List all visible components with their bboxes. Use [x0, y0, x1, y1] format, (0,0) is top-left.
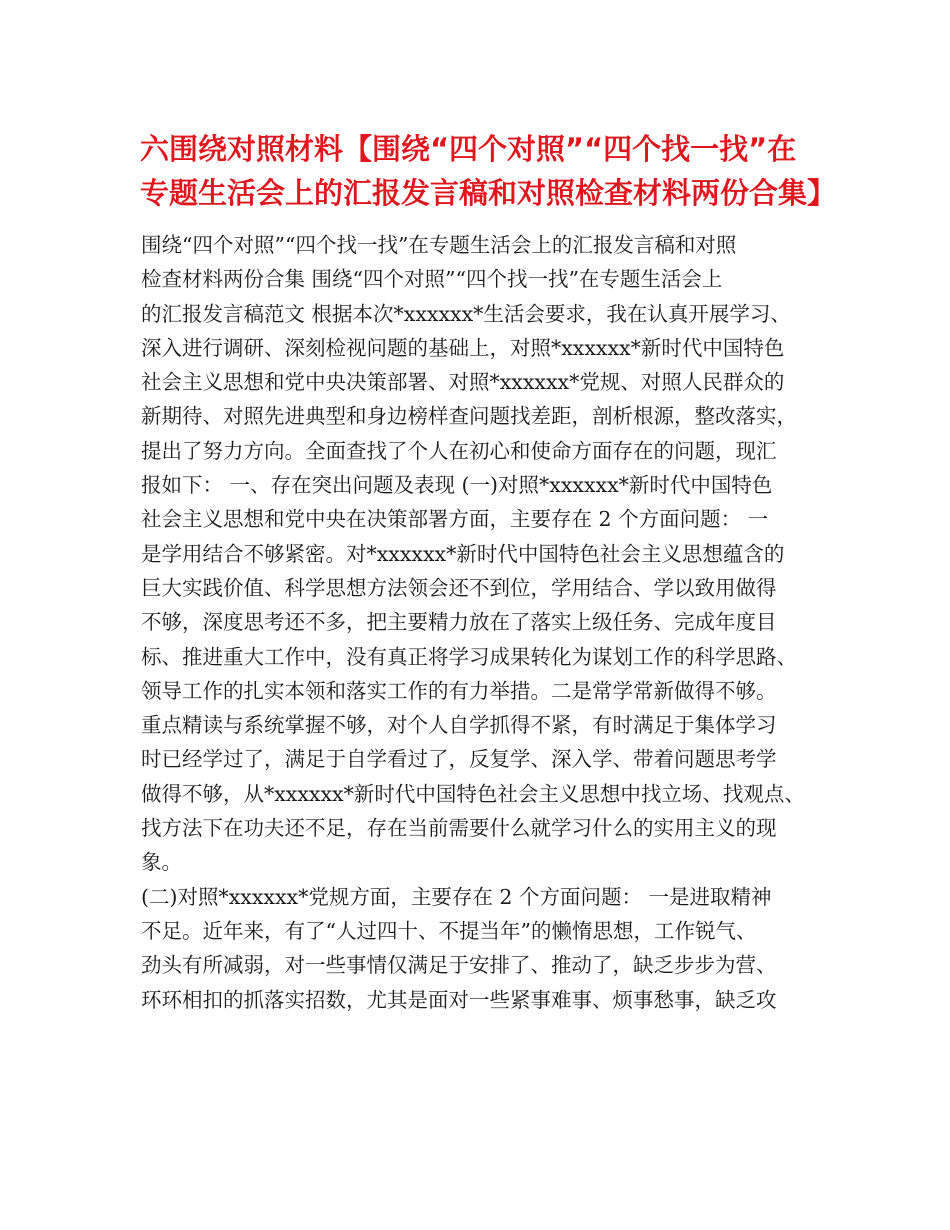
body-line: 找方法下在功夫还不足，存在当前需要什么就学习什么的实用主义的现 [141, 816, 777, 841]
title-line: 六围绕对照材料【围绕“四个对照”“四个找一找”在 [140, 132, 797, 166]
document-title [140, 127, 837, 215]
body-line: 不够，深度思考还不多，把主要精力放在了落实上级任务、完成年度目 [141, 610, 777, 635]
body-line: 社会主义思想和党中央决策部署、对照*xxxxxx*党规、对照人民群众的 [141, 370, 785, 395]
document-body [141, 228, 841, 1017]
body-line: 是学用结合不够紧密。对*xxxxxx*新时代中国特色社会主义思想蕴含的 [141, 541, 785, 566]
body-line: 检查材料两份合集 围绕“四个对照”“四个找一找”在专题生活会上 [141, 267, 723, 292]
body-line: 报如下： 一、存在突出问题及表现 (一)对照*xxxxxx*新时代中国特色 [141, 473, 773, 498]
body-line: 的汇报发言稿范文 根据本次*xxxxxx*生活会要求，我在认真开展学习、 [141, 301, 791, 326]
body-line: 重点精读与系统掌握不够，对个人自学抓得不紧，有时满足于集体学习 [141, 713, 777, 738]
body-line: 新期待、对照先进典型和身边榜样查问题找差距，剖析根源，整改落实， [141, 404, 797, 429]
body-line: 劲头有所减弱，对一些事情仅满足于安排了、推动了，缺乏步步为营、 [141, 953, 777, 978]
body-line: 时已经学过了，满足于自学看过了，反复学、深入学、带着问题思考学 [141, 747, 777, 772]
body-line: 象。 [141, 850, 182, 875]
body-line: 社会主义思想和党中央在决策部署方面，主要存在 2 个方面问题： 一 [141, 507, 769, 532]
body-line: (二)对照*xxxxxx*党规方面，主要存在 2 个方面问题： 一是进取精神 [141, 884, 772, 909]
body-line: 围绕“四个对照”“四个找一找”在专题生活会上的汇报发言稿和对照 [141, 233, 737, 257]
body-line: 标、推进重大工作中，没有真正将学习成果转化为谋划工作的科学思路、 [141, 644, 797, 669]
body-line: 做得不够，从*xxxxxx*新时代中国特色社会主义思想中找立场、找观点、 [141, 781, 805, 806]
body-line: 提出了努力方向。全面查找了个人在初心和使命方面存在的问题，现汇 [141, 438, 777, 463]
body-line: 领导工作的扎实本领和落实工作的有力举措。二是常学常新做得不够。 [141, 678, 777, 703]
body-line: 巨大实践价值、科学思想方法领会还不到位，学用结合、学以致用做得 [141, 575, 777, 600]
title-line: 专题生活会上的汇报发言稿和对照检查材料两份合集】 [140, 176, 837, 210]
body-line: 环环相扣的抓落实招数，尤其是面对一些紧事难事、烦事愁事，缺乏攻 [141, 987, 777, 1012]
body-line: 不足。近年来，有了“人过四十、不提当年”的懒惰思想，工作锐气、 [141, 918, 757, 943]
body-line: 深入进行调研、深刻检视问题的基础上，对照*xxxxxx*新时代中国特色 [141, 335, 785, 360]
